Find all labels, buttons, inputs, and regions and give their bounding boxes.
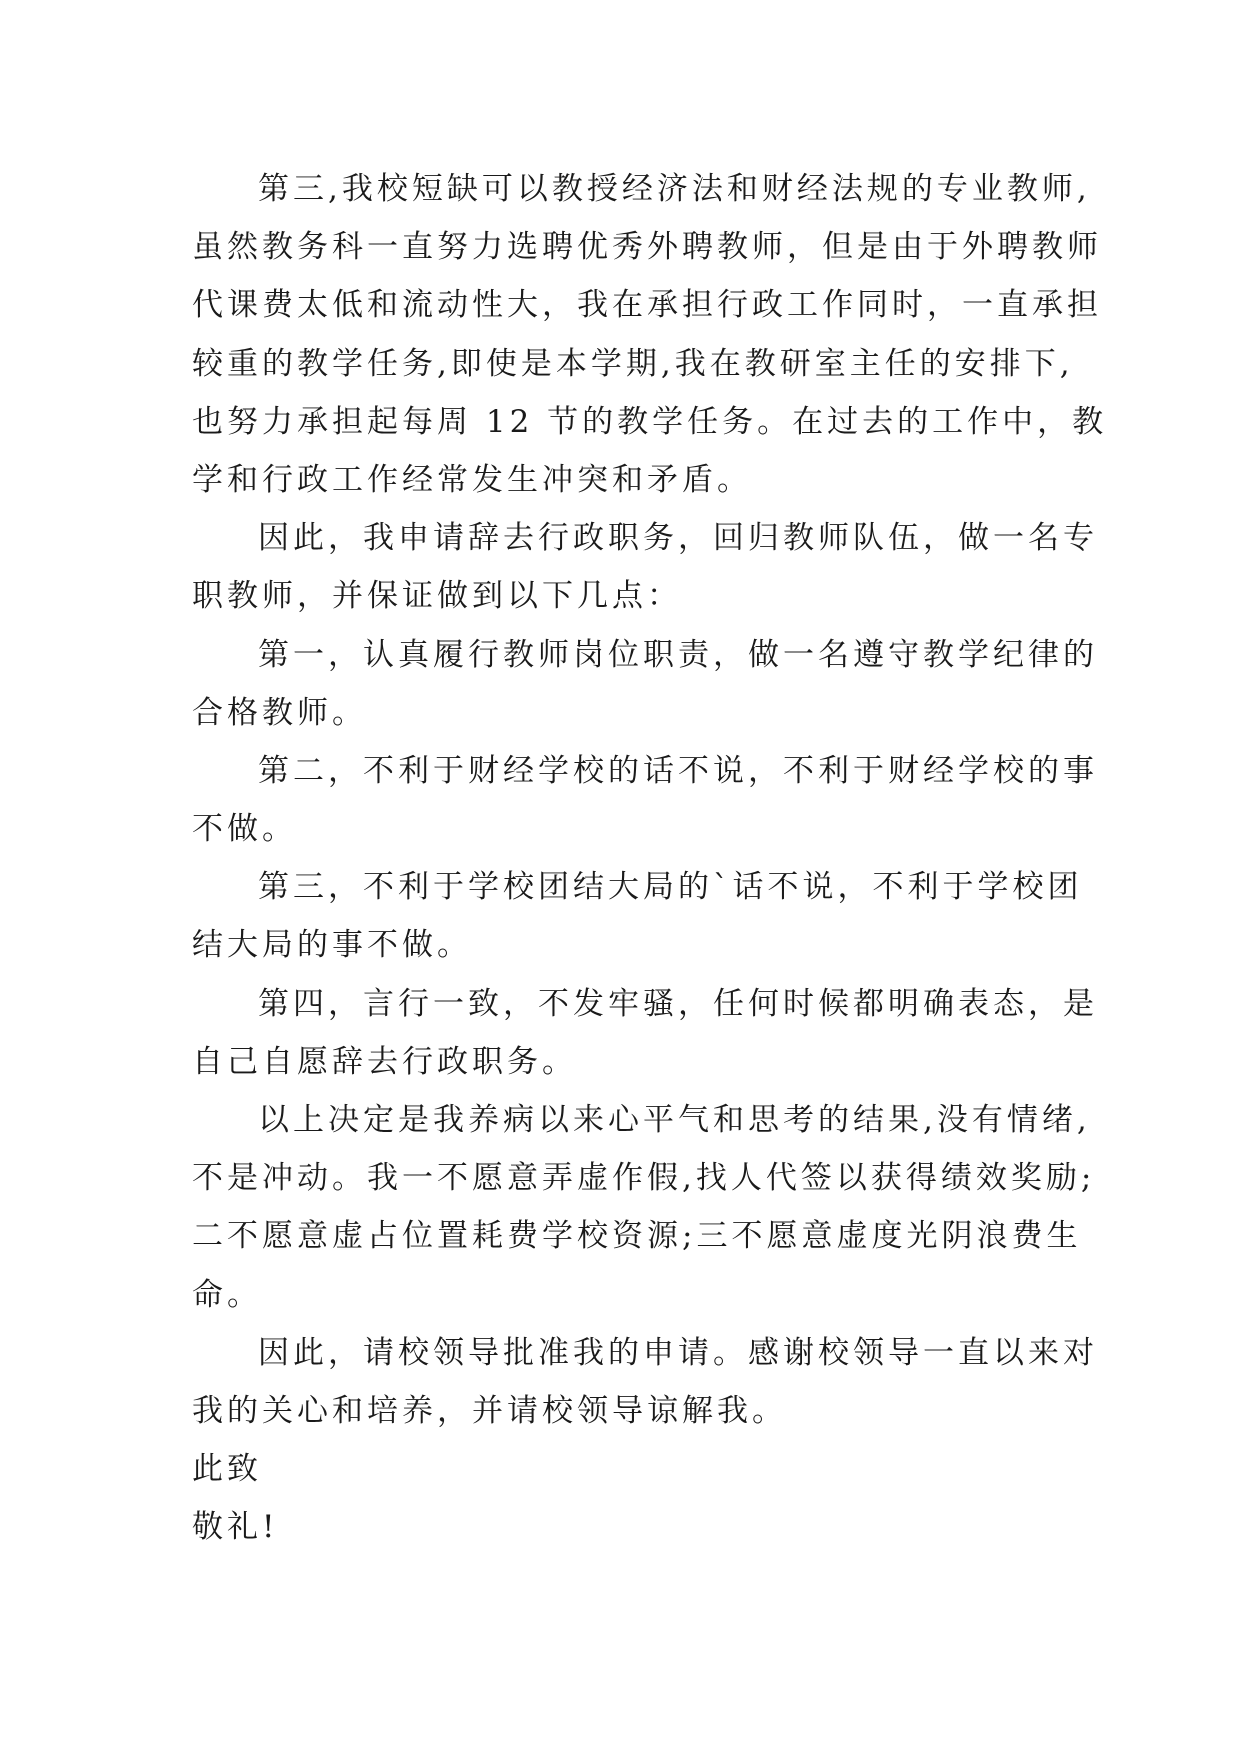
paragraph-line: 因此，我申请辞去行政职务，回归教师队伍，做一名专 (258, 520, 1098, 557)
paragraph-line: 第二，不利于财经学校的话不说，不利于财经学校的事 (258, 752, 1098, 789)
paragraph-line: 二不愿意虚占位置耗费学校资源;三不愿意虚度光阴浪费生 (192, 1218, 1082, 1255)
paragraph-line: 学和行政工作经常发生冲突和矛盾。 (192, 461, 752, 498)
paragraph-line: 以上决定是我养病以来心平气和思考的结果,没有情绪, (258, 1102, 1091, 1138)
paragraph-line: 命。 (192, 1276, 262, 1313)
closing-line: 此致 (192, 1451, 262, 1488)
paragraph-line: 虽然教务科一直努力选聘优秀外聘教师，但是由于外聘教师 (192, 229, 1102, 266)
paragraph-line: 第三，不利于学校团结大局的`话不说，不利于学校团 (258, 869, 1083, 906)
paragraph-line: 因此，请校领导批准我的申请。感谢校领导一直以来对 (258, 1334, 1098, 1371)
paragraph-line: 结大局的事不做。 (192, 927, 472, 964)
paragraph-line: 职教师，并保证做到以下几点： (192, 578, 682, 615)
paragraph-line: 第三,我校短缺可以教授经济法和财经法规的专业教师, (258, 171, 1091, 207)
paragraph-line: 不是冲动。我一不愿意弄虚作假,找人代签以获得绩效奖励; (192, 1160, 1096, 1197)
letter-body (192, 160, 1108, 1557)
paragraph-line: 第四，言行一致，不发牢骚，任何时候都明确表态，是 (258, 985, 1098, 1022)
paragraph-line: 我的关心和培养，并请校领导谅解我。 (192, 1392, 787, 1429)
salutation-line: 敬礼! (192, 1509, 279, 1546)
paragraph-line: 自己自愿辞去行政职务。 (192, 1043, 577, 1080)
paragraph-line: 也努力承担起每周 12 节的教学任务。在过去的工作中，教 (192, 403, 1108, 440)
paragraph-line: 合格教师。 (192, 694, 367, 731)
paragraph-line: 不做。 (192, 811, 297, 848)
paragraph-line: 较重的教学任务,即使是本学期,我在教研室主任的安排下, (192, 345, 1074, 382)
paragraph-line: 代课费太低和流动性大，我在承担行政工作同时，一直承担 (192, 287, 1102, 324)
paragraph-line: 第一，认真履行教师岗位职责，做一名遵守教学纪律的 (258, 636, 1098, 673)
